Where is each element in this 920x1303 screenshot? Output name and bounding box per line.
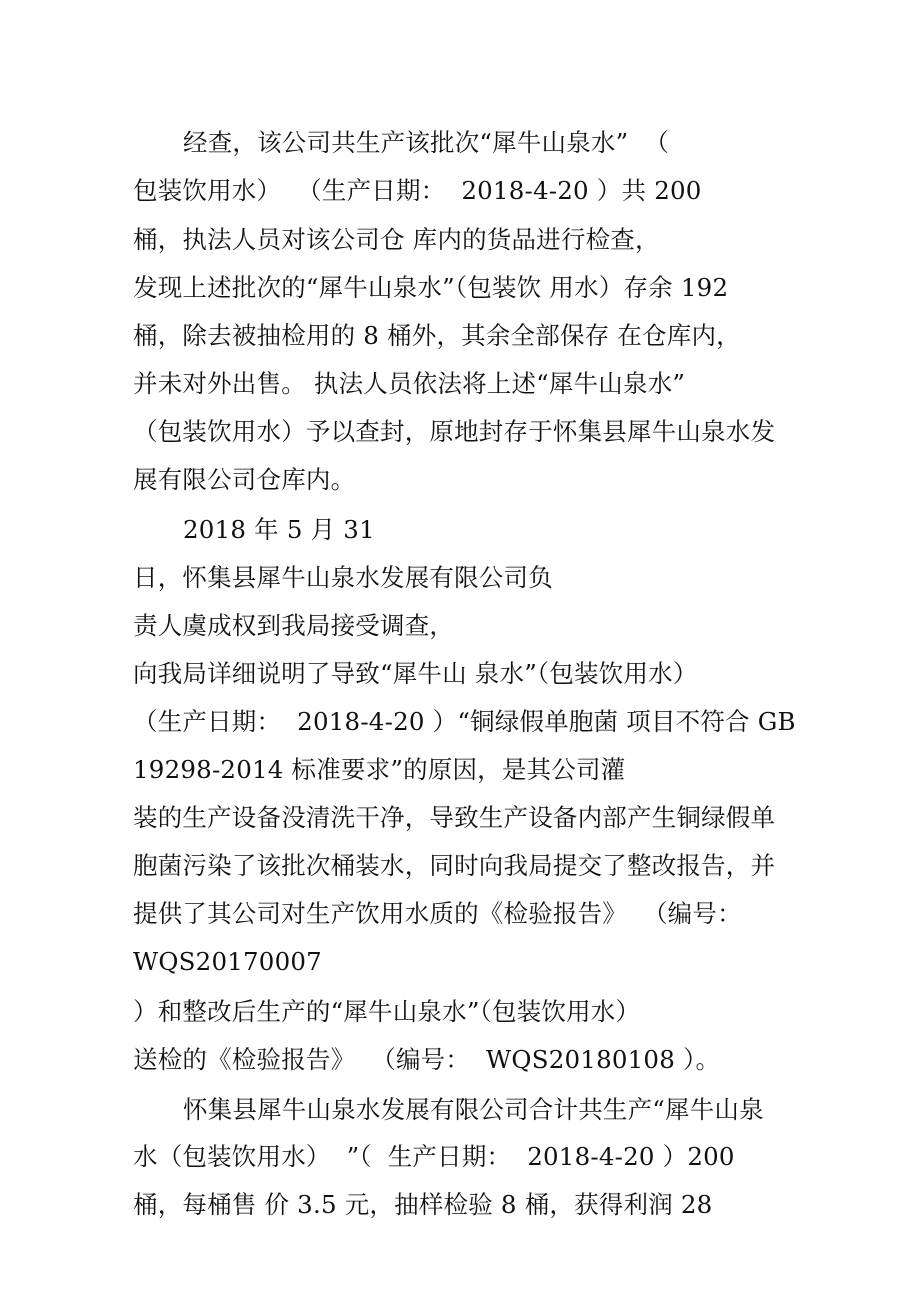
paragraph-2-line-3: 责人虞成权到我局接受调查，	[133, 611, 455, 640]
paragraph-2-line-7: 装的生产设备没清洗干净，导致生产设备内部产生铜绿假单	[133, 803, 776, 832]
paragraph-2-line-10: WQS20170007	[133, 947, 322, 976]
paragraph-1-line-2: 包装饮用水） （生产日期： 2018-4-20 ）共 200	[133, 176, 702, 205]
paragraph-3-line-3: 桶，每桶售 价 3.5 元，抽样检验 8 桶，获得利润 28	[133, 1190, 713, 1219]
paragraph-2-line-2: 日，怀集县犀牛山泉水发展有限公司负	[133, 563, 553, 592]
paragraph-2-line-8: 胞菌污染了该批次桶装水，同时向我局提交了整改报告，并	[133, 851, 776, 880]
paragraph-1-line-8: 展有限公司仓库内。	[133, 465, 356, 494]
paragraph-1-line-3: 桶，执法人员对该公司仓 库内的货品进行检查，	[133, 225, 660, 254]
paragraph-2-line-9: 提供了其公司对生产饮用水质的《检验报告》 （编号：	[133, 899, 742, 928]
paragraph-3-line-2: 水（包装饮用水） ”（ 生产日期： 2018-4-20 ）200	[133, 1142, 735, 1171]
paragraph-1-line-5: 桶，除去被抽检用的 8 桶外，其余全部保存 在仓库内，	[133, 321, 741, 350]
paragraph-1-line-7: （包装饮用水）予以查封，原地封存于怀集县犀牛山泉水发	[133, 417, 776, 446]
paragraph-1-line-4: 发现上述批次的“犀牛山泉水”（包装饮 用水）存余 192	[133, 273, 729, 302]
paragraph-2-line-5: （生产日期： 2018-4-20 ）“铜绿假单胞菌 项目不符合 GB	[133, 707, 796, 736]
paragraph-2-line-6: 19298-2014 标准要求”的原因，是其公司灌	[133, 755, 626, 784]
paragraph-1-line-6: 并未对外出售。 执法人员依法将上述“犀牛山泉水”	[133, 369, 686, 398]
paragraph-2-line-1: 2018 年 5 月 31	[183, 515, 375, 544]
paragraph-2-line-4: 向我局详细说明了导致“犀牛山 泉水”（包装饮用水）	[133, 659, 698, 688]
paragraph-2-line-12: 送检的《检验报告》 （编号： WQS20180108 ）。	[133, 1045, 721, 1074]
paragraph-3-line-1: 怀集县犀牛山泉水发展有限公司合计共生产“犀牛山泉	[183, 1095, 764, 1124]
paragraph-1-line-1: 经查，该公司共生产该批次“犀牛山泉水” （	[183, 128, 670, 157]
paragraph-2-line-11: ）和整改后生产的“犀牛山泉水”（包装饮用水）	[133, 997, 641, 1026]
